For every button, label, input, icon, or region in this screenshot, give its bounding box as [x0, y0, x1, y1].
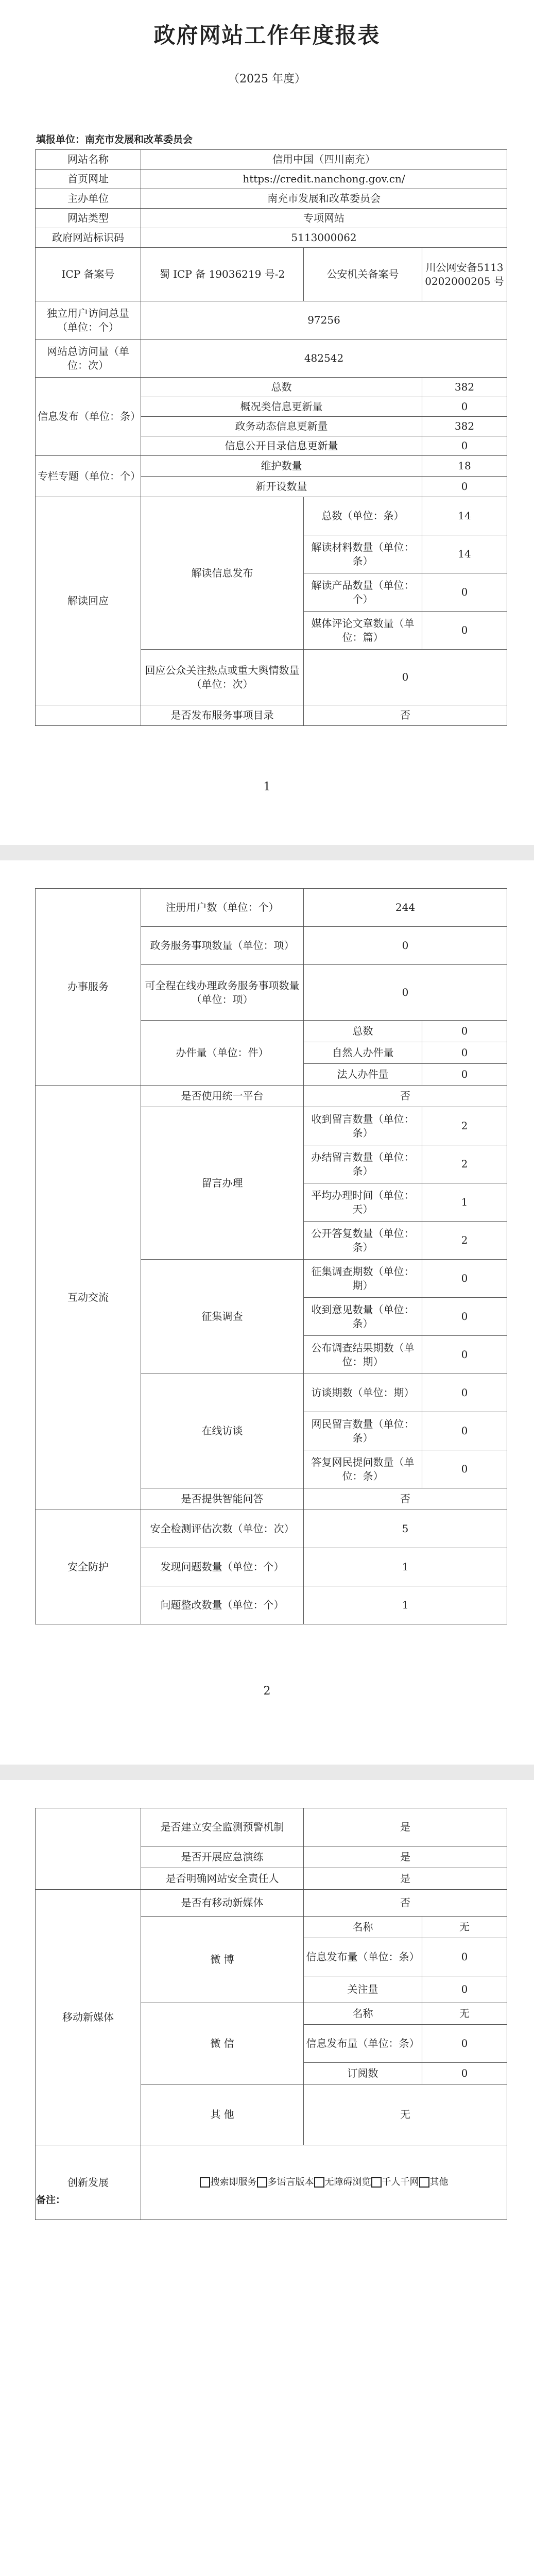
- survey-periods-value: 0: [422, 1260, 507, 1298]
- report-page-1: [0, 0, 534, 845]
- table-row: [36, 2145, 507, 2220]
- topic-maintain-value: 18: [422, 456, 507, 477]
- section-label-topic: 专栏专题（单位：个）: [36, 456, 141, 497]
- table-row: [36, 189, 507, 209]
- report-page-2: [0, 860, 534, 1765]
- row-label: 是否提供智能问答: [141, 1488, 304, 1510]
- row-label: 是否使用统一平台: [141, 1086, 304, 1107]
- row-label: 是否明确网站安全责任人: [141, 1868, 304, 1890]
- section-label-security: 安全防护: [36, 1510, 141, 1624]
- uv-value: 97256: [141, 301, 507, 340]
- row-label: 解读产品数量（单位：个）: [304, 573, 422, 612]
- row-label: 新开设数量: [141, 477, 422, 497]
- row-label: 答复网民提问数量（单位：条）: [304, 1450, 422, 1488]
- section-label-service: 办事服务: [36, 889, 141, 1086]
- info-catalog-value: 0: [422, 436, 507, 456]
- row-label: 政府网站标识码: [36, 228, 141, 248]
- table-row: [36, 705, 507, 726]
- row-label: 政务服务事项数量（单位：项）: [141, 927, 304, 965]
- row-label: 是否建立安全监测预警机制: [141, 1808, 304, 1846]
- info-total-value: 382: [422, 378, 507, 397]
- empty-cell: [36, 705, 141, 726]
- innovation-options: [141, 2145, 507, 2220]
- table-row: [36, 1890, 507, 1917]
- row-label: 首页网址: [36, 170, 141, 189]
- table-row: [36, 340, 507, 378]
- table-row: [36, 301, 507, 340]
- remarks-label: 备注：: [36, 2194, 66, 2206]
- section-label-mobile: 移动新媒体: [36, 1890, 141, 2145]
- report-page-3: [0, 1780, 534, 2576]
- owner-value: 是: [304, 1868, 507, 1890]
- row-label: 问题整改数量（单位：个）: [141, 1586, 304, 1624]
- checkbox-icon[interactable]: [200, 2177, 210, 2188]
- row-label: 是否有移动新媒体: [141, 1890, 304, 1917]
- row-label: 微 博: [141, 1917, 304, 2003]
- weibo-name-value: 无: [422, 1917, 507, 1938]
- row-label: 收到意见数量（单位：条）: [304, 1298, 422, 1336]
- row-label: 访谈期数（单位：期）: [304, 1374, 422, 1412]
- mobile-other-value: 无: [304, 2084, 507, 2145]
- interpret-material-value: 14: [422, 535, 507, 573]
- row-label: 办结留言数量（单位：条）: [304, 1145, 422, 1183]
- innovation-option[interactable]: 搜索即服务: [200, 2176, 257, 2189]
- site-name-value: 信用中国（四川南充）: [141, 150, 507, 170]
- interpret-total-value: 14: [422, 497, 507, 535]
- page-number: 2: [263, 1685, 271, 1698]
- wechat-subs-value: 0: [422, 2063, 507, 2084]
- row-label: 维护数量: [141, 456, 422, 477]
- row-label: 名称: [304, 1917, 422, 1938]
- table-row: [36, 228, 507, 248]
- row-label: 是否发布服务事项目录: [141, 705, 304, 726]
- row-label: 信息发布量（单位：条）: [304, 2025, 422, 2063]
- table-row: [36, 889, 507, 927]
- security-found-value: 1: [304, 1548, 507, 1586]
- pv-value: 482542: [141, 340, 507, 378]
- row-label: 信息发布量（单位：条）: [304, 1938, 422, 1976]
- row-label: 回应公众关注热点或重大舆情数量（单位：次）: [141, 650, 304, 705]
- row-label: 媒体评论文章数量（单位：篇）: [304, 612, 422, 650]
- icp-value: 蜀 ICP 备 19036219 号-2: [141, 248, 304, 301]
- interpret-media-value: 0: [422, 612, 507, 650]
- interpret-respond-value: 0: [304, 650, 507, 705]
- row-label: 名称: [304, 2003, 422, 2025]
- row-label: 网站类型: [36, 209, 141, 228]
- row-label: 公布调查结果期数（单位：期）: [304, 1336, 422, 1374]
- row-label: 独立用户访问总量（单位：个）: [36, 301, 141, 340]
- msg-received-value: 2: [422, 1107, 507, 1145]
- police-value: 川公网安备51130202000205 号: [422, 248, 507, 301]
- table-row: [36, 209, 507, 228]
- weibo-follow-value: 0: [422, 1976, 507, 2003]
- row-label: 概况类信息更新量: [141, 397, 422, 417]
- report-table-service: [35, 888, 507, 1624]
- topic-new-value: 0: [422, 477, 507, 497]
- report-year: （2025 年度）: [228, 73, 306, 86]
- row-label: 关注量: [304, 1976, 422, 2003]
- row-label: 网站总访问量（单位：次）: [36, 340, 141, 378]
- page-number: 1: [263, 781, 271, 793]
- smart-qa-value: 否: [304, 1488, 507, 1510]
- row-label: 发现问题数量（单位：个）: [141, 1548, 304, 1586]
- wechat-posts-value: 0: [422, 2025, 507, 2063]
- security-check-value: 5: [304, 1510, 507, 1548]
- monitor-value: 是: [304, 1808, 507, 1846]
- table-row: [36, 170, 507, 189]
- checkbox-icon[interactable]: [257, 2177, 267, 2188]
- table-row: [36, 248, 507, 301]
- row-label: 其 他: [141, 2084, 304, 2145]
- row-label: 留言办理: [141, 1107, 304, 1260]
- interview-periods-value: 0: [422, 1374, 507, 1412]
- row-label: 微 信: [141, 2003, 304, 2084]
- row-label: 法人办件量: [304, 1064, 422, 1086]
- platform-value: 否: [304, 1086, 507, 1107]
- interview-answers-value: 0: [422, 1450, 507, 1488]
- checkbox-icon[interactable]: [419, 2177, 429, 2188]
- interview-questions-value: 0: [422, 1412, 507, 1450]
- site-code-value: 5113000062: [141, 228, 507, 248]
- row-label: 自然人办件量: [304, 1042, 422, 1064]
- row-label: 公开答复数量（单位：条）: [304, 1222, 422, 1260]
- filling-unit: 填报单位：南充市发展和改革委员会: [36, 134, 193, 145]
- row-label: 政务动态信息更新量: [141, 417, 422, 436]
- site-type-value: 专项网站: [141, 209, 507, 228]
- row-label: 注册用户数（单位：个）: [141, 889, 304, 927]
- row-label: 办件量（单位：件）: [141, 1021, 304, 1086]
- checkbox-icon[interactable]: [314, 2177, 324, 2188]
- innovation-option[interactable]: 无障碍浏览: [314, 2176, 371, 2189]
- msg-public-value: 2: [422, 1222, 507, 1260]
- weibo-posts-value: 0: [422, 1938, 507, 1976]
- table-row: [36, 497, 507, 535]
- table-row: [36, 1086, 507, 1107]
- row-label: 总数: [141, 378, 422, 397]
- innovation-option[interactable]: 千人千网: [371, 2176, 419, 2189]
- page-separator: [0, 845, 534, 860]
- host-value: 南充市发展和改革委员会: [141, 189, 507, 209]
- row-label: 解读材料数量（单位：条）: [304, 535, 422, 573]
- empty-cell: [36, 1808, 141, 1890]
- mobile-has-value: 否: [304, 1890, 507, 1917]
- section-label-innovation: 创新发展: [36, 2145, 141, 2220]
- innovation-option[interactable]: 多语言版本: [257, 2176, 314, 2189]
- info-overview-value: 0: [422, 397, 507, 417]
- handle-person-value: 0: [422, 1042, 507, 1064]
- table-row: [36, 150, 507, 170]
- row-label: 主办单位: [36, 189, 141, 209]
- checkbox-icon[interactable]: [371, 2177, 382, 2188]
- table-row: [36, 1808, 507, 1846]
- service-items-value: 0: [304, 927, 507, 965]
- row-label: 是否开展应急演练: [141, 1846, 304, 1868]
- drill-value: 是: [304, 1846, 507, 1868]
- table-row: [36, 1510, 507, 1548]
- survey-results-value: 0: [422, 1336, 507, 1374]
- row-label: 解读信息发布: [141, 497, 304, 650]
- section-label-interact: 互动交流: [36, 1086, 141, 1510]
- row-label: 网站名称: [36, 150, 141, 170]
- row-label: 订阅数: [304, 2063, 422, 2084]
- row-label: 在线访谈: [141, 1374, 304, 1488]
- row-label: 网民留言数量（单位：条）: [304, 1412, 422, 1450]
- wechat-name-value: 无: [422, 2003, 507, 2025]
- handle-legal-value: 0: [422, 1064, 507, 1086]
- row-label: 平均办理时间（单位：天）: [304, 1183, 422, 1222]
- row-label: ICP 备案号: [36, 248, 141, 301]
- service-online-value: 0: [304, 965, 507, 1021]
- table-row: [36, 378, 507, 397]
- report-title: 政府网站工作年度报表: [153, 23, 381, 48]
- interpret-product-value: 0: [422, 573, 507, 612]
- row-label: 收到留言数量（单位：条）: [304, 1107, 422, 1145]
- row-label: 总数（单位：条）: [304, 497, 422, 535]
- report-table-basic: [35, 149, 507, 726]
- page-separator: [0, 1765, 534, 1780]
- msg-days-value: 1: [422, 1183, 507, 1222]
- site-url-link[interactable]: https://credit.nanchong.gov.cn/: [141, 170, 507, 189]
- security-fixed-value: 1: [304, 1586, 507, 1624]
- row-label: 可全程在线办理政务服务事项数量（单位：项）: [141, 965, 304, 1021]
- row-label: 公安机关备案号: [304, 248, 422, 301]
- handle-total-value: 0: [422, 1021, 507, 1042]
- report-table-mobile: [35, 1808, 507, 2220]
- service-users-value: 244: [304, 889, 507, 927]
- innovation-checkbox-group: [143, 2176, 505, 2189]
- row-label: 安全检测评估次数（单位：次）: [141, 1510, 304, 1548]
- row-label: 征集调查期数（单位：期）: [304, 1260, 422, 1298]
- innovation-option[interactable]: 其他: [419, 2176, 449, 2189]
- service-dir-value: 否: [304, 705, 507, 726]
- table-row: [36, 456, 507, 477]
- survey-opinions-value: 0: [422, 1298, 507, 1336]
- row-label: 征集调查: [141, 1260, 304, 1374]
- info-news-value: 382: [422, 417, 507, 436]
- row-label: 信息公开目录信息更新量: [141, 436, 422, 456]
- msg-done-value: 2: [422, 1145, 507, 1183]
- row-label: 总数: [304, 1021, 422, 1042]
- section-label-info: 信息发布（单位：条）: [36, 378, 141, 456]
- section-label-interpret: 解读回应: [36, 497, 141, 705]
